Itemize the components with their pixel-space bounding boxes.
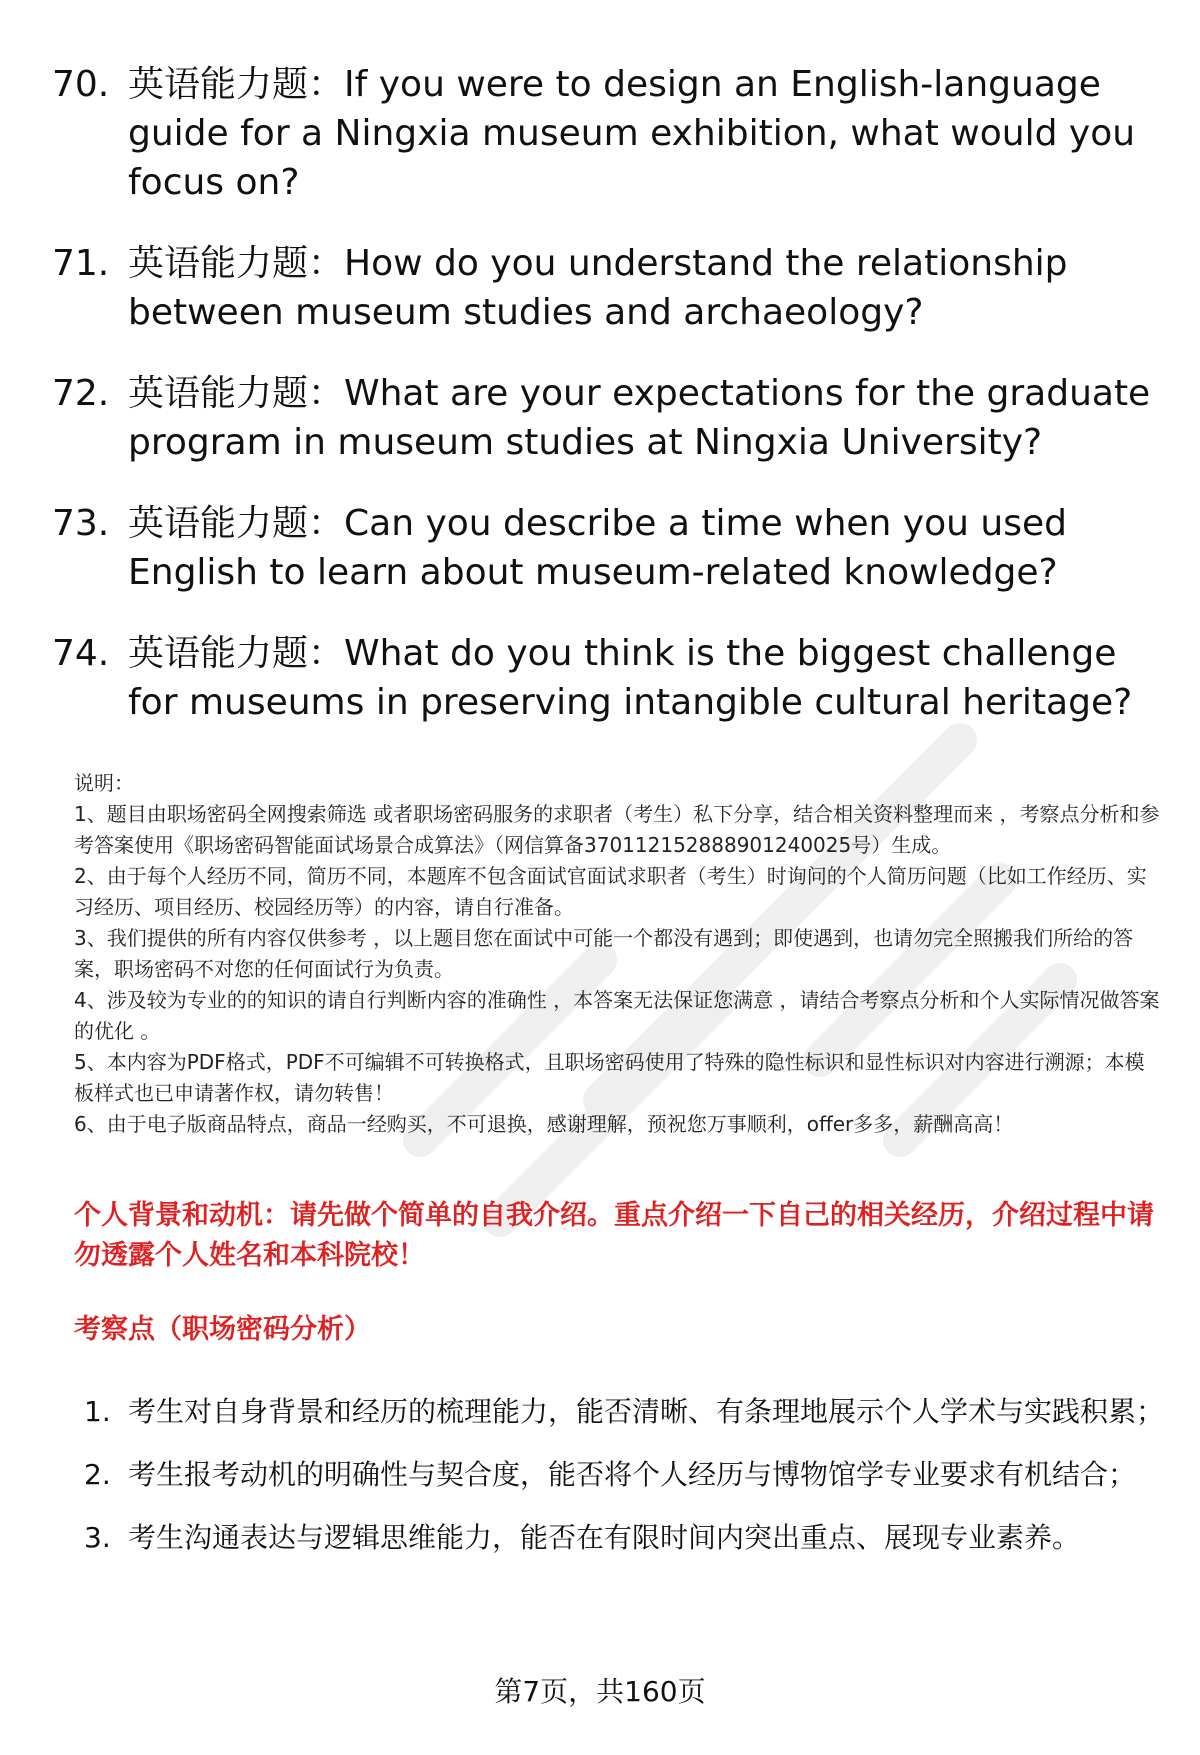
- note-item: 6、由于电子版商品特点，商品一经购买，不可退换，感谢理解，预祝您万事顺利，offer多多，薪酬高高！: [74, 1112, 1014, 1136]
- note-item: 5、本内容为PDF格式，PDF不可编辑不可转换格式，且职场密码使用了特殊的隐性标识和显性标识对内容进行溯源；本模板样式也已申请著作权，请勿转售！: [74, 1050, 1145, 1105]
- section-title: 个人背景和动机：请先做个简单的自我介绍。重点介绍一下自己的相关经历，介绍过程中请勿透露个人姓名和本科院校！: [74, 1200, 1154, 1271]
- question-number: 71.: [52, 243, 110, 284]
- question-text: 英语能力题：How do you understand the relationship between museum studies and archaeology?: [128, 243, 1068, 333]
- point-text: 考生沟通表达与逻辑思维能力，能否在有限时间内突出重点、展现专业素养。: [128, 1521, 1081, 1554]
- section-subtitle: 考察点（职场密码分析）: [74, 1314, 371, 1345]
- notes-block: [74, 768, 1164, 1140]
- analysis-points: [84, 1382, 1164, 1571]
- question-item: [52, 60, 1162, 207]
- note-item: 3、我们提供的所有内容仅供参考 ，以上题目您在面试中可能一个都没有遇到；即使遇到，也请勿完全照搬我们所给的答案，职场密码不对您的任何面试行为负责。: [74, 926, 1134, 981]
- question-number: 74.: [52, 633, 110, 674]
- point-number: 2.: [84, 1458, 111, 1491]
- question-list: [52, 60, 1162, 759]
- point-number: 1.: [84, 1395, 111, 1428]
- note-item: 1、题目由职场密码全网搜索筛选 或者职场密码服务的求职者（考生）私下分享，结合相关资料整理而来 ，考察点分析和参考答案使用《职场密码智能面试场景合成算法》（网信算备370112152888901240025号）生成。: [74, 802, 1160, 857]
- note-item: 4、涉及较为专业的的知识的请自行判断内容的准确性 ，本答案无法保证您满意 ，请结合考察点分析和个人实际情况做答案的优化 。: [74, 988, 1160, 1043]
- analysis-point: [84, 1445, 1164, 1505]
- question-number: 72.: [52, 373, 110, 414]
- point-text: 考生对自身背景和经历的梳理能力，能否清晰、有条理地展示个人学术与实践积累；: [128, 1395, 1165, 1428]
- point-text: 考生报考动机的明确性与契合度，能否将个人经历与博物馆学专业要求有机结合；: [128, 1458, 1137, 1491]
- question-item: [52, 499, 1162, 597]
- note-item: 2、由于每个人经历不同，简历不同，本题库不包含面试官面试求职者（考生）时询问的个人简历问题（比如工作经历、实习经历、项目经历、校园经历等）的内容，请自行准备。: [74, 864, 1147, 919]
- question-number: 73.: [52, 503, 110, 544]
- question-text: 英语能力题：What do you think is the biggest challenge for museums in preserving intangible cultural heritage?: [128, 633, 1133, 723]
- question-number: 70.: [52, 64, 110, 105]
- question-item: [52, 369, 1162, 467]
- question-item: [52, 239, 1162, 337]
- notes-heading: 说明：: [74, 771, 134, 795]
- analysis-point: [84, 1508, 1164, 1568]
- page-footer: 第7页，共160页: [494, 1675, 706, 1708]
- question-item: [52, 629, 1162, 727]
- point-number: 3.: [84, 1521, 111, 1554]
- question-text: 英语能力题：Can you describe a time when you used English to learn about museum-related knowledge?: [128, 503, 1067, 593]
- analysis-point: [84, 1382, 1164, 1442]
- question-text: 英语能力题：If you were to design an English-language guide for a Ningxia museum exhibition, what would you focus on?: [128, 64, 1136, 203]
- question-text: 英语能力题：What are your expectations for the graduate program in museum studies at Ningxia University?: [128, 373, 1151, 463]
